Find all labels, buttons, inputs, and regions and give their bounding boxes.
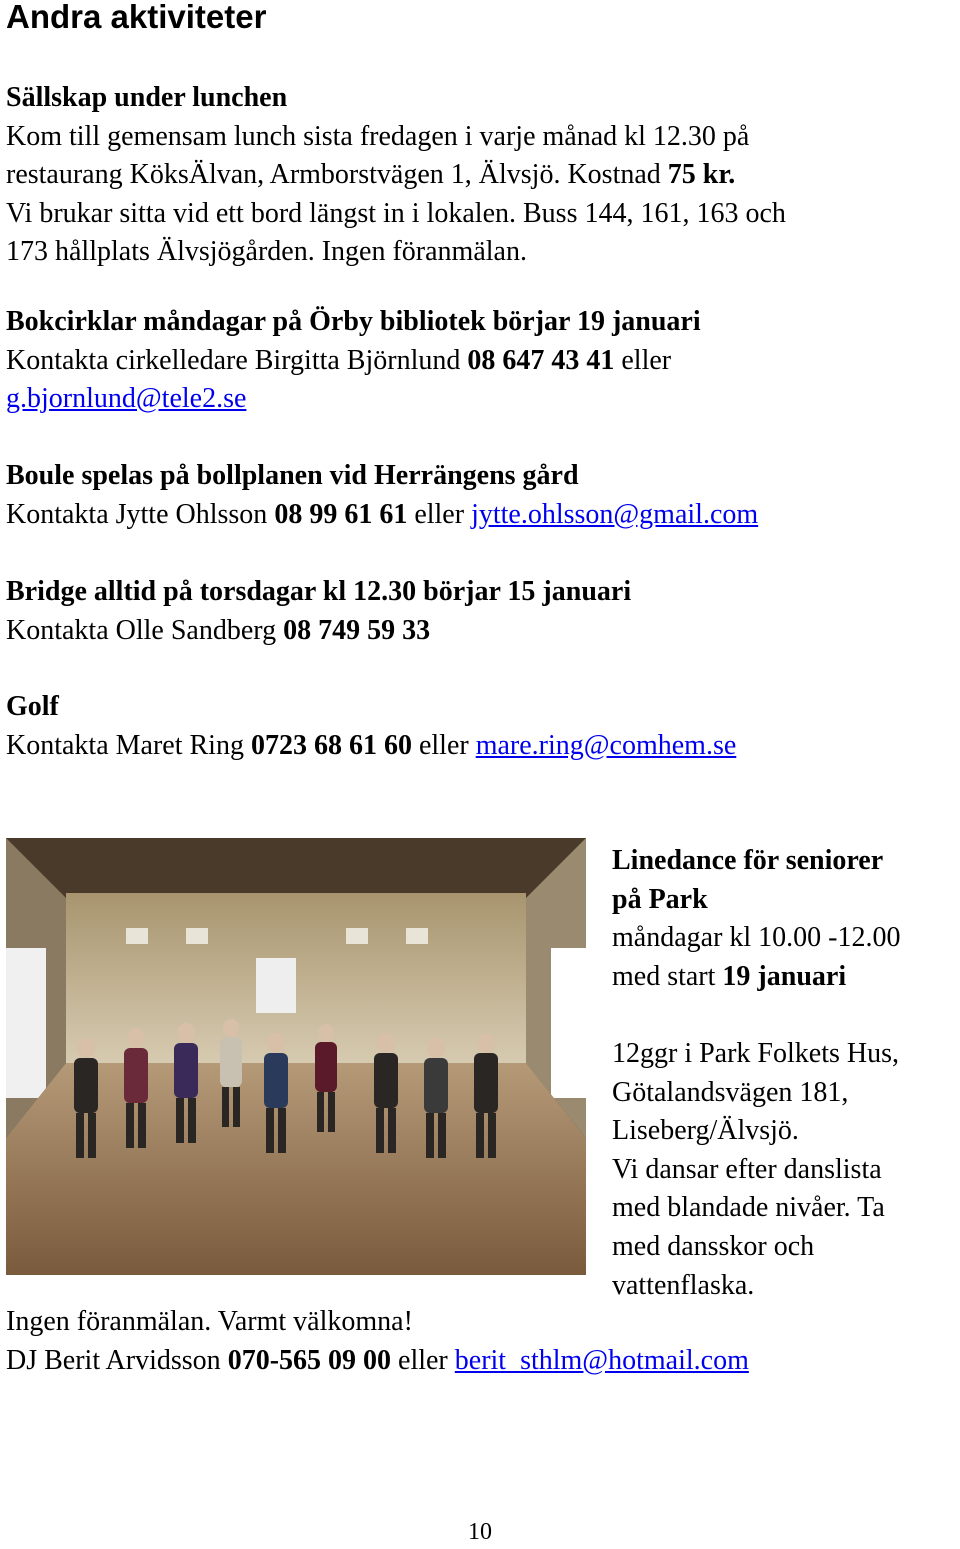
linedance-start [612, 958, 960, 997]
bridge-phone: 08 749 59 33 [283, 614, 431, 646]
page-number: 10 [468, 1519, 492, 1545]
bokcirkel-heading: Bokcirklar måndagar på Örby bibliotek börjar 19 januari [6, 306, 701, 337]
lunch-line-4: 173 hållplats Älvsjögården. Ingen föranmälan. [6, 236, 527, 268]
section-lunch [6, 79, 956, 272]
golf-contact-text: Kontakta Maret Ring [6, 729, 251, 761]
boule-or: eller [407, 498, 472, 530]
golf-phone: 0723 68 61 60 [250, 729, 412, 761]
bokcirkel-contact [6, 342, 956, 381]
golf-heading: Golf [6, 691, 59, 722]
linedance-heading-1: Linedance för seniorer [612, 845, 884, 876]
dj-name: DJ Berit Arvidsson [6, 1344, 228, 1376]
golf-email-link[interactable]: mare.ring@comhem.se [475, 729, 737, 761]
section-bokcirkel [6, 303, 956, 419]
page-title: Andra aktiviteter [6, 0, 267, 35]
lunch-cost: 75 kr. [667, 159, 736, 191]
lunch-heading: Sällskap under lunchen [6, 82, 288, 113]
linedance-detail-line: vattenflaska. [612, 1269, 755, 1301]
linedance-detail-line: Vi dansar efter danslista [612, 1153, 882, 1185]
golf-contact [6, 727, 956, 766]
section-boule [6, 457, 956, 534]
linedance-info [612, 842, 960, 1305]
linedance-heading-2: på Park [612, 883, 708, 915]
linedance-photo [6, 838, 586, 1275]
linedance-detail-line: Liseberg/Älvsjö. [612, 1115, 799, 1147]
lunch-line-2-text: restaurang KöksÄlvan, Armborstvägen 1, Älvsjö. Kostnad [6, 159, 668, 191]
boule-heading: Boule spelas på bollplanen vid Herrängens gård [6, 460, 579, 491]
dj-phone: 070-565 09 00 [227, 1344, 392, 1376]
linedance-dj-contact [6, 1342, 956, 1381]
linedance-start-text: med start [612, 960, 723, 992]
bridge-contact-text: Kontakta Olle Sandberg [6, 614, 284, 646]
linedance-detail-line: 12ggr i Park Folkets Hus, [612, 1037, 899, 1069]
linedance-photo-illustration [6, 838, 586, 1275]
linedance-footer [6, 1303, 956, 1380]
bokcirkel-contact-text: Kontakta cirkelledare Birgitta Björnlund [6, 344, 468, 376]
bridge-heading: Bridge alltid på torsdagar kl 12.30 börjar 15 januari [6, 576, 632, 607]
linedance-start-date: 19 januari [722, 960, 847, 992]
bokcirkel-email-link[interactable]: g.bjornlund@tele2.se [6, 383, 247, 415]
golf-or: eller [411, 729, 476, 761]
lunch-line-3: Vi brukar sitta vid ett bord längst in i lokalen. Buss 144, 161, 163 och [6, 197, 786, 229]
bridge-contact [6, 612, 956, 651]
linedance-detail-line: Götalandsvägen 181, [612, 1076, 849, 1108]
bokcirkel-phone: 08 647 43 41 [467, 344, 615, 376]
boule-contact [6, 496, 956, 535]
lunch-line-2 [6, 156, 956, 195]
linedance-detail-line: med dansskor och [612, 1230, 815, 1262]
section-bridge [6, 573, 956, 650]
lunch-line-1: Kom till gemensam lunch sista fredagen i varje månad kl 12.30 på [6, 120, 750, 152]
dj-or: eller [391, 1344, 455, 1376]
linedance-time: måndagar kl 10.00 -12.00 [612, 922, 901, 954]
linedance-welcome: Ingen föranmälan. Varmt välkomna! [6, 1306, 413, 1337]
boule-email-link[interactable]: jytte.ohlsson@gmail.com [471, 498, 759, 530]
boule-phone: 08 99 61 61 [274, 498, 408, 530]
section-golf [6, 688, 956, 765]
bokcirkel-or: eller [614, 344, 672, 376]
linedance-detail-line: med blandade nivåer. Ta [612, 1192, 885, 1224]
dj-email-link[interactable]: berit_sthlm@hotmail.com [454, 1344, 749, 1376]
boule-contact-text: Kontakta Jytte Ohlsson [6, 498, 275, 530]
